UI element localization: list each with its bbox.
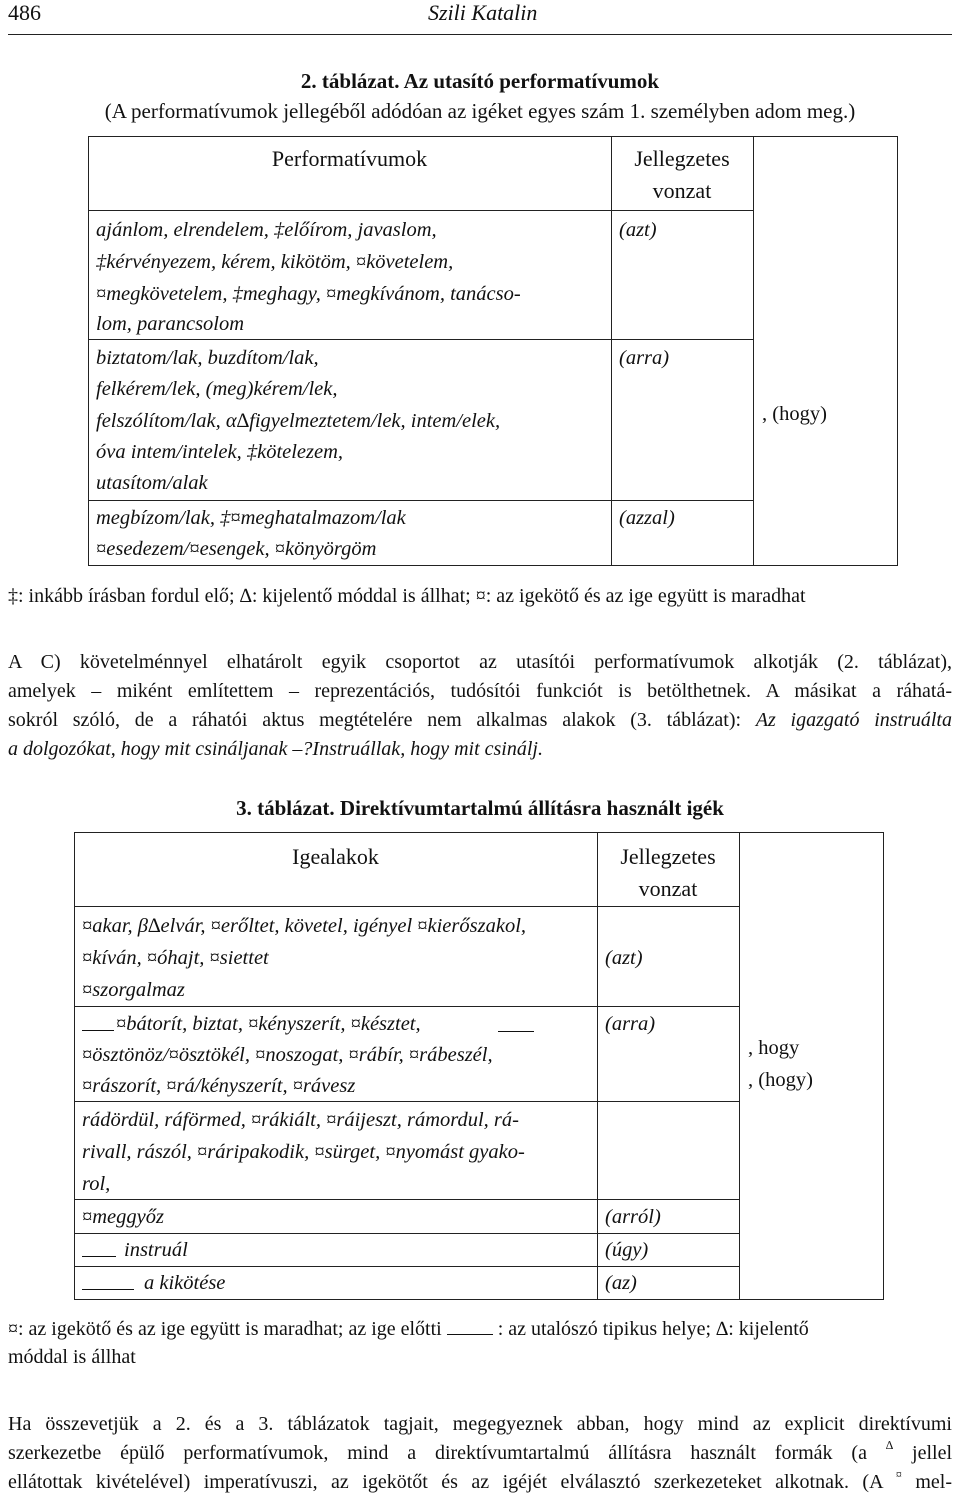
- table3-row2-line1: ¤bátorít, biztat, ¤kényszerít, ¤késztet,: [116, 1013, 421, 1035]
- blank-line: [82, 1240, 116, 1257]
- table3-title: 3. táblázat. Direktívumtartalmú állításra használt igék: [236, 796, 724, 820]
- table3-row2-line2: ¤ösztönöz/¤ösztökél, ¤noszogat, ¤rábír, ¤rábeszél,: [82, 1044, 493, 1066]
- paragraph1-line1: A C) követelménnyel elhatárolt egyik csoportot az utasítói performatívumok alkotják (2. táblázat),: [8, 651, 952, 673]
- table2-row1-line1: ajánlom, elrendelem, ‡előírom, javaslom,: [96, 219, 437, 241]
- table3-row1-vonzat: (azt): [605, 947, 643, 969]
- table3-col2-header-1: Jellegzetes: [620, 844, 716, 869]
- table3-col2-header-2: vonzat: [638, 876, 698, 901]
- table3-row5-line1: instruál: [124, 1239, 188, 1261]
- table2-row2-line5: utasítom/alak: [96, 472, 208, 494]
- table3-row6-vonzat: (az): [605, 1272, 637, 1294]
- paragraph1-example: Az igazgató instruálta: [755, 709, 952, 731]
- table3-row3-line2: rivall, rászól, ¤ráripakodik, ¤sürget, ¤nyomást gyako-: [82, 1141, 525, 1163]
- table3-row1-line1: ¤akar, β∆elvár, ¤erőltet, követel, igényel ¤kierőszakol,: [82, 915, 527, 937]
- table3-row4-vonzat: (arról): [605, 1206, 661, 1228]
- table3-col3-hogy-paren: , (hogy): [748, 1069, 813, 1091]
- table3-row5-vonzat: (úgy): [605, 1239, 649, 1261]
- running-author: Szili Katalin: [428, 0, 538, 25]
- paragraph1-line4: a dolgozókat, hogy mit csináljanak –?Instruállak, hogy mit csinálj.: [8, 738, 543, 760]
- table2-subtitle: (A performatívumok jellegéből adódóan az igéket egyes szám 1. személyben adom meg.): [104, 99, 856, 123]
- table3-row6-line1: a kikötése: [144, 1272, 226, 1294]
- table3-row2-line3: ¤rászorít, ¤rá/kényszerít, ¤rávesz: [82, 1075, 356, 1097]
- table3-row1-line3: ¤szorgalmaz: [82, 979, 185, 1001]
- page-header: [8, 0, 952, 35]
- page-number: 486: [8, 0, 41, 25]
- table2-legend: ‡: inkább írásban fordul elő; ∆: kijelentő móddal is állhat; ¤: az igekötő és az ige együtt is maradhat: [8, 585, 806, 607]
- blank-line: [82, 1273, 134, 1290]
- table2-row1-line3: ¤megkövetelem, ‡meghagy, ¤megkívánom, tanácso-: [96, 283, 521, 305]
- table2-row2-line2: felkérem/lek, (meg)kérem/lek,: [96, 378, 338, 400]
- table3-col3-hogy: , hogy: [748, 1037, 800, 1059]
- table2-row3-line2: ¤esedezem/¤esengek, ¤könyörgöm: [96, 538, 377, 560]
- table2-row2-line4: óva intem/intelek, ‡kötelezem,: [96, 441, 344, 463]
- table3-row3-line3: rol,: [82, 1173, 111, 1195]
- table3-row1-line2: ¤kíván, ¤óhajt, ¤siettet: [82, 947, 269, 969]
- table2-title: 2. táblázat. Az utasító performatívumok: [300, 69, 660, 93]
- table2-row2-vonzat: (arra): [619, 347, 670, 369]
- table3-row2-vonzat: (arra): [605, 1013, 656, 1035]
- paragraph1-line3: sokról szóló, de a ráhatói aktus megtételére nem alkalmas alakok (3. táblázat): Az igazgató instruálta: [8, 709, 952, 731]
- table2-row1-line2: ‡kérvényezem, kérem, kikötöm, ¤követelem,: [96, 251, 454, 273]
- blank-line: [447, 1314, 493, 1335]
- table2-row1-line4: lom, parancsolom: [96, 313, 245, 335]
- paragraph2-line3: ellátottak kivételével) imperatívuszi, az igekötőt és az igéjét elválasztó szerkezeteket alkotnak. (A ¤ mel-: [8, 1467, 953, 1493]
- table3-row4-line1: ¤meggyőz: [82, 1206, 164, 1228]
- blank-line: [82, 1014, 114, 1031]
- table3-legend-line2: móddal is állhat: [8, 1346, 136, 1368]
- table3-row3-line1: rádördül, ráförmed, ¤rákiált, ¤ráijeszt, rámordul, rá-: [82, 1109, 519, 1131]
- table2-row2-line1: biztatom/lak, buzdítom/lak,: [96, 347, 319, 369]
- table2-row3-line1: megbízom/lak, ‡¤meghatalmazom/lak: [96, 507, 406, 529]
- table2-row2-line3: felszólítom/lak, α∆figyelmeztetem/lek, intem/elek,: [96, 410, 501, 432]
- table3-col1-header: Igealakok: [292, 844, 379, 869]
- table2-col2-header-2: vonzat: [652, 178, 712, 203]
- table2-col2-header-1: Jellegzetes: [634, 146, 730, 171]
- table2-row3-vonzat: (azzal): [619, 507, 675, 529]
- table2-row1-vonzat: (azt): [619, 219, 657, 241]
- table3-legend: ¤: az igekötő és az ige együtt is maradhat; az ige előtti : az utalószó tipikus helye; ∆: kijelentő: [8, 1314, 809, 1344]
- paragraph2-line1: Ha összevetjük a 2. és a 3. táblázatok tagjait, megegyeznek abban, hogy mind az explicit direktívumi: [8, 1413, 952, 1435]
- table2-col3-hogy: , (hogy): [762, 403, 827, 425]
- blank-line: [498, 1015, 534, 1032]
- table2-col1-header: Performatívumok: [271, 146, 428, 171]
- paragraph2-line2: szerkezetbe épülő performatívumok, mind a direktívumtartalmú állításra használt formák (a ∆ jellel: [8, 1438, 953, 1464]
- paragraph1-line2: amelyek – miként említettem – reprezentációs, tudósítói funkciót is betölthetnek. A másikat a ráhatá-: [8, 680, 952, 702]
